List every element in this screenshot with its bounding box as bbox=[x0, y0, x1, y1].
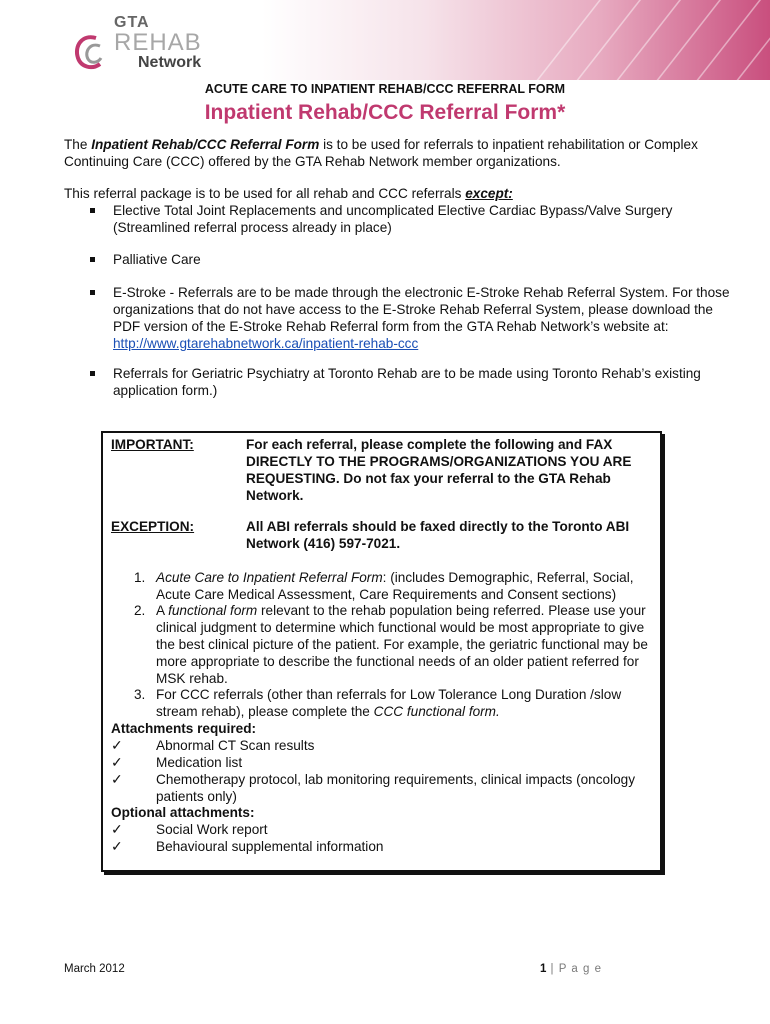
attachment-item: Chemotherapy protocol, lab monitoring requirements, clinical impacts (oncology patients only) bbox=[156, 772, 636, 804]
exception-label: EXCEPTION: bbox=[111, 519, 195, 534]
page-word: P a g e bbox=[558, 963, 602, 975]
estroke-text: E-Stroke - Referrals are to be made through the electronic E-Stroke Rehab Referral System. For those organizations that do not have access to the E-Stroke Rehab Referral System, please download the PDF version of the E-Stroke Rehab Referral form from the GTA Rehab Network’s website at: bbox=[113, 285, 730, 334]
bullet-item bbox=[90, 202, 730, 236]
intro-form-name: Inpatient Rehab/CCC Referral Form bbox=[91, 137, 320, 152]
list-number: 3. bbox=[134, 687, 146, 702]
exceptions-intro-text: This referral package is to be used for all rehab and CCC referrals bbox=[64, 186, 466, 201]
page-sep: | bbox=[546, 963, 559, 975]
bullet-text-geriatric: Referrals for Geriatric Psychiatry at Toronto Rehab are to be made using Toronto Rehab’s existing application form.) bbox=[113, 366, 701, 398]
list-number: 1. bbox=[134, 570, 146, 585]
bullet-text-joint: Elective Total Joint Replacements and uncomplicated Elective Cardiac Bypass/Valve Surgery (Streamlined referral process already in place) bbox=[113, 203, 673, 235]
optional-item: Behavioural supplemental information bbox=[156, 839, 384, 854]
gta-rehab-link[interactable]: http://www.gtarehabnetwork.ca/inpatient-rehab-ccc bbox=[113, 336, 419, 351]
bullet-square-icon bbox=[90, 290, 95, 295]
important-box bbox=[101, 431, 662, 872]
checkmark-icon: ✓ bbox=[111, 737, 123, 753]
bullet-square-icon bbox=[90, 208, 95, 213]
bullet-text-estroke bbox=[113, 284, 730, 352]
bullet-item bbox=[90, 365, 730, 399]
optional-title: Optional attachments: bbox=[111, 805, 255, 820]
item1-text: : (includes Demographic, Referral, Social, Acute Care Medical Assessment, Care Requirements and Consent sections) bbox=[156, 570, 634, 602]
important-text: For each referral, please complete the following and FAX DIRECTLY TO THE PROGRAMS/ORGANIZATIONS YOU ARE REQUESTING. Do not fax your referral to the GTA Rehab Network. bbox=[246, 437, 632, 503]
logo-gta-text: GTA bbox=[114, 14, 150, 31]
attachment-item: Abnormal CT Scan results bbox=[156, 738, 315, 753]
exceptions-intro bbox=[64, 185, 724, 202]
intro-post: is to be used for referrals to inpatient rehabilitation or Complex Continuing Care (CCC) offered by the GTA Rehab Network member organizations. bbox=[64, 137, 698, 169]
footer-page-number bbox=[540, 963, 602, 975]
item2-pre: A bbox=[156, 603, 169, 618]
item2-text: relevant to the rehab population being referred. Please use your clinical judgment to determine which functional would be most appropriate to give the best clinical picture of the patient. For example, the geriatric functional may be more appropriate to describe the functional needs of an older patient referred for MSK rehab. bbox=[156, 603, 648, 686]
footer-date: March 2012 bbox=[64, 963, 125, 975]
exception-text: All ABI referrals should be faxed directly to the Toronto ABI Network (416) 597-7021. bbox=[246, 519, 630, 551]
list-item-acute-form bbox=[156, 569, 652, 603]
item3-pre: For CCC referrals (other than referrals for Low Tolerance Long Duration /slow stream rehab), please complete the bbox=[156, 687, 622, 719]
gta-rehab-network-logo bbox=[74, 14, 224, 76]
item3-italic: CCC functional form. bbox=[373, 704, 500, 719]
bullet-item bbox=[90, 284, 730, 352]
item1-italic: Acute Care to Inpatient Referral Form bbox=[156, 570, 383, 585]
page-num: 1 bbox=[539, 963, 547, 975]
bullet-text-palliative: Palliative Care bbox=[113, 252, 201, 267]
logo-rehab-text: REHAB bbox=[114, 29, 202, 56]
bullet-square-icon bbox=[90, 257, 95, 262]
attachment-item: Medication list bbox=[156, 755, 243, 770]
logo-network-text: Network bbox=[138, 54, 202, 71]
intro-pre: The bbox=[64, 137, 92, 152]
important-label: IMPORTANT: bbox=[111, 437, 194, 452]
checkmark-icon: ✓ bbox=[111, 754, 123, 770]
checkmark-icon: ✓ bbox=[111, 771, 123, 787]
list-number: 2. bbox=[134, 603, 146, 618]
form-header-title: ACUTE CARE TO INPATIENT REHAB/CCC REFERRAL FORM bbox=[204, 82, 566, 96]
item2-italic: functional form bbox=[168, 603, 258, 618]
list-item-functional-form bbox=[156, 602, 652, 687]
bullet-square-icon bbox=[90, 371, 95, 376]
checkmark-icon: ✓ bbox=[111, 821, 123, 837]
bullet-item bbox=[90, 251, 730, 268]
intro-paragraph bbox=[64, 136, 724, 170]
logo-swirl-icon bbox=[74, 32, 108, 72]
optional-item: Social Work report bbox=[156, 822, 268, 837]
exceptions-intro-emph: except: bbox=[465, 186, 513, 201]
list-item-ccc-form bbox=[156, 686, 652, 720]
attachments-title: Attachments required: bbox=[111, 721, 257, 736]
checkmark-icon: ✓ bbox=[111, 838, 123, 854]
form-subtitle: Inpatient Rehab/CCC Referral Form* bbox=[204, 101, 566, 124]
